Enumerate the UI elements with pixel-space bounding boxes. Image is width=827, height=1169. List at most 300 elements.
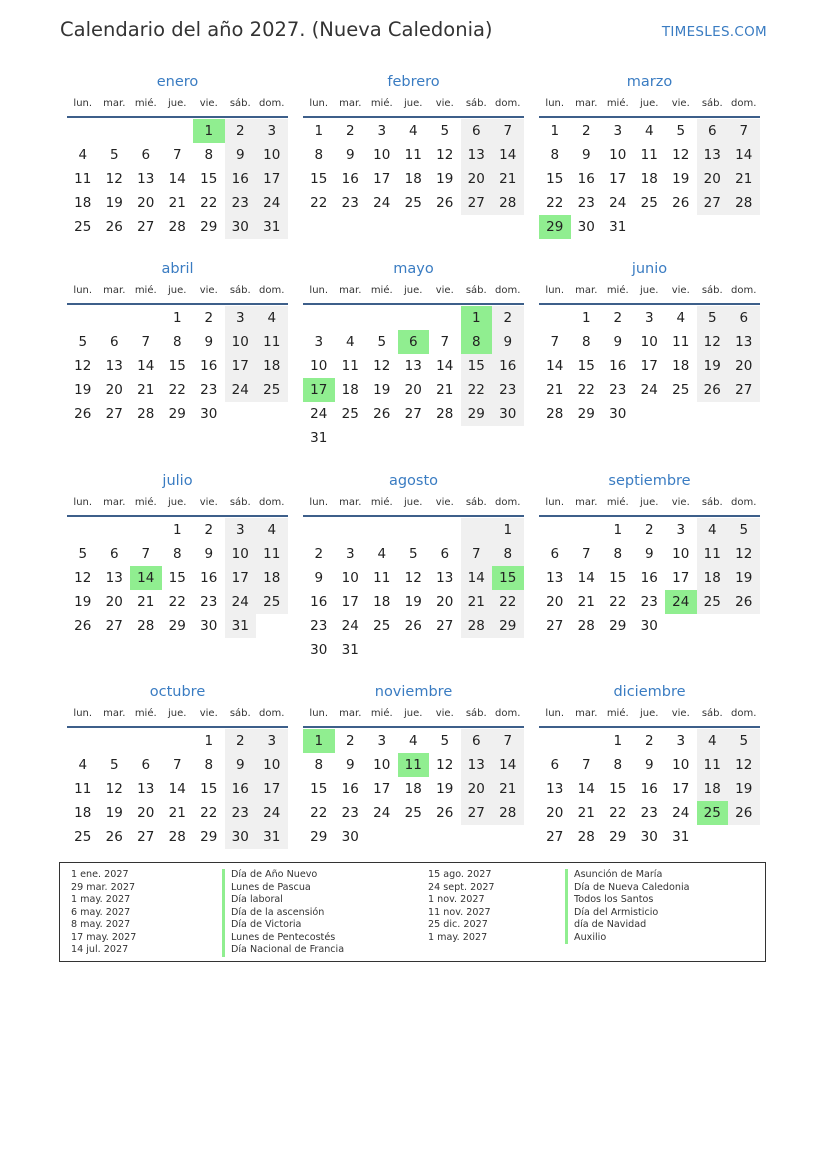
day-cell: 8 (314, 147, 324, 163)
day-cell: 20 (728, 354, 760, 378)
empty-day-cell (303, 306, 335, 330)
empty-day-cell (303, 518, 335, 542)
day-cell: 16 (640, 570, 658, 586)
day-cell: 9 (345, 147, 355, 163)
empty-day-cell (665, 614, 697, 638)
weekday-label: lun. (73, 98, 93, 109)
day-cell: 26 (728, 801, 760, 825)
day-cell: 5 (377, 334, 387, 350)
day-cell: 14 (577, 570, 595, 586)
legend-date: 1 may. 2027 (428, 931, 488, 943)
empty-day-cell (461, 638, 493, 662)
day-grid (539, 306, 760, 426)
weekday-label: sáb. (229, 285, 251, 296)
day-cell: 6 (550, 757, 560, 773)
day-cell: 8 (314, 757, 324, 773)
day-cell: 28 (436, 406, 454, 422)
day-cell: 18 (404, 171, 422, 187)
legend-names-left (222, 869, 344, 957)
weekday-label: vie. (671, 98, 690, 109)
day-cell: 16 (640, 781, 658, 797)
legend-date: 6 may. 2027 (71, 906, 131, 918)
empty-day-cell (67, 518, 99, 542)
month-junio (539, 259, 760, 426)
day-cell: 2 (225, 119, 257, 143)
legend-dates-right (428, 869, 495, 944)
legend-holiday-name: día de Navidad (565, 919, 690, 932)
day-cell: 10 (310, 358, 328, 374)
day-cell: 9 (204, 546, 214, 562)
day-cell: 25 (74, 219, 92, 235)
day-cell: 28 (137, 618, 155, 634)
weekday-label: mar. (103, 497, 126, 508)
legend-date: 1 ene. 2027 (71, 869, 129, 880)
weekday-header (303, 702, 524, 728)
day-cell: 29 (577, 406, 595, 422)
day-cell: 28 (137, 406, 155, 422)
weekday-label: dom. (495, 497, 521, 508)
day-cell: 10 (256, 753, 288, 777)
empty-day-cell (728, 402, 760, 426)
day-cell: 15 (546, 171, 564, 187)
day-cell: 2 (613, 310, 623, 326)
day-cell: 15 (577, 358, 595, 374)
day-cell: 26 (74, 406, 92, 422)
day-cell: 16 (609, 358, 627, 374)
day-cell: 25 (404, 195, 422, 211)
day-cell: 2 (345, 123, 355, 139)
day-grid (303, 518, 524, 662)
day-cell: 9 (225, 143, 257, 167)
day-cell: 18 (373, 594, 391, 610)
day-cell: 20 (546, 805, 564, 821)
weekday-label: mié. (606, 497, 629, 508)
day-cell: 19 (105, 805, 123, 821)
day-cell: 6 (141, 147, 151, 163)
weekday-label: vie. (435, 497, 454, 508)
legend-date: 15 ago. 2027 (428, 869, 492, 880)
weekday-label: vie. (671, 497, 690, 508)
day-cell: 8 (461, 330, 493, 354)
month-marzo (539, 72, 760, 239)
day-cell: 22 (310, 805, 328, 821)
month-name: marzo (626, 74, 673, 90)
day-cell: 30 (640, 618, 658, 634)
day-cell: 1 (172, 522, 182, 538)
weekday-label: mié. (134, 98, 157, 109)
day-cell: 13 (697, 143, 729, 167)
day-cell: 29 (168, 618, 186, 634)
day-cell: 26 (697, 378, 729, 402)
day-cell: 2 (644, 522, 654, 538)
day-cell: 26 (105, 829, 123, 845)
day-cell: 5 (440, 733, 450, 749)
legend-holiday-name: Todos los Santos (565, 894, 690, 907)
day-cell: 2 (204, 310, 214, 326)
legend-holiday-name: Día Nacional de Francia (222, 944, 344, 957)
day-cell: 8 (581, 334, 591, 350)
day-cell: 28 (728, 191, 760, 215)
empty-day-cell (99, 729, 131, 753)
day-cell: 6 (697, 119, 729, 143)
day-cell: 20 (105, 594, 123, 610)
day-cell: 17 (640, 358, 658, 374)
day-cell: 13 (546, 781, 564, 797)
day-cell: 2 (345, 733, 355, 749)
day-cell: 3 (225, 306, 257, 330)
day-cell: 27 (546, 618, 564, 634)
day-cell: 11 (672, 334, 690, 350)
weekday-header (303, 491, 524, 517)
day-cell: 16 (225, 777, 257, 801)
day-cell: 25 (373, 618, 391, 634)
empty-day-cell (571, 518, 603, 542)
day-cell: 16 (310, 594, 328, 610)
weekday-label: mié. (606, 285, 629, 296)
legend-date: 11 nov. 2027 (428, 906, 491, 918)
empty-day-cell (539, 729, 571, 753)
day-cell: 12 (436, 147, 454, 163)
legend-names-right (565, 869, 690, 944)
day-cell: 28 (492, 191, 524, 215)
day-cell: 1 (581, 310, 591, 326)
day-cell: 20 (137, 805, 155, 821)
day-cell: 22 (577, 382, 595, 398)
day-cell: 15 (168, 358, 186, 374)
month-julio (67, 471, 288, 638)
day-cell: 26 (404, 618, 422, 634)
day-cell: 25 (697, 801, 729, 825)
weekday-header (67, 491, 288, 517)
day-cell: 14 (577, 781, 595, 797)
day-cell: 3 (345, 546, 355, 562)
empty-day-cell (335, 518, 367, 542)
day-cell: 2 (492, 306, 524, 330)
day-cell: 5 (728, 518, 760, 542)
day-cell: 26 (74, 618, 92, 634)
day-cell: 30 (200, 406, 218, 422)
day-cell: 11 (373, 570, 391, 586)
weekday-label: vie. (435, 285, 454, 296)
day-grid (67, 119, 288, 239)
day-cell: 7 (172, 757, 182, 773)
day-cell: 27 (546, 829, 564, 845)
day-cell: 11 (256, 542, 288, 566)
day-cell: 12 (436, 757, 454, 773)
day-cell: 21 (168, 195, 186, 211)
day-cell: 19 (436, 171, 454, 187)
month-noviembre (303, 682, 524, 849)
day-cell: 30 (225, 825, 257, 849)
day-cell: 13 (546, 570, 564, 586)
day-cell: 21 (492, 167, 524, 191)
day-cell: 9 (613, 334, 623, 350)
empty-day-cell (697, 215, 729, 239)
day-cell: 19 (728, 566, 760, 590)
empty-day-cell (256, 402, 288, 426)
weekday-label: mié. (606, 708, 629, 719)
day-cell: 24 (672, 805, 690, 821)
weekday-label: jue. (404, 497, 423, 508)
empty-day-cell (665, 215, 697, 239)
empty-day-cell (398, 825, 430, 849)
weekday-label: vie. (671, 708, 690, 719)
brand-link[interactable]: TIMESLES.COM (661, 24, 767, 40)
weekday-label: mar. (575, 708, 598, 719)
weekday-label: mié. (370, 497, 393, 508)
day-cell: 17 (256, 167, 288, 191)
day-cell: 27 (461, 191, 493, 215)
weekday-label: sáb. (229, 708, 251, 719)
weekday-label: lun. (309, 708, 329, 719)
day-cell: 31 (256, 215, 288, 239)
day-cell: 5 (728, 729, 760, 753)
weekday-label: mar. (103, 98, 126, 109)
weekday-label: jue. (640, 98, 659, 109)
legend-date: 29 mar. 2027 (71, 881, 136, 893)
day-cell: 3 (225, 518, 257, 542)
weekday-label: jue. (404, 285, 423, 296)
day-cell: 16 (341, 781, 359, 797)
day-cell: 20 (436, 594, 454, 610)
weekday-label: jue. (640, 708, 659, 719)
day-cell: 10 (672, 757, 690, 773)
weekday-label: mié. (134, 497, 157, 508)
weekday-label: lun. (309, 285, 329, 296)
weekday-label: vie. (435, 708, 454, 719)
legend-holiday-name: Día de Año Nuevo (222, 869, 344, 882)
weekday-label: mar. (575, 497, 598, 508)
weekday-label: lun. (309, 98, 329, 109)
empty-day-cell (99, 119, 131, 143)
legend-date: 1 may. 2027 (71, 894, 131, 905)
weekday-label: vie. (199, 708, 218, 719)
day-cell: 4 (408, 733, 418, 749)
empty-day-cell (162, 729, 194, 753)
weekday-label: vie. (199, 497, 218, 508)
weekday-label: sáb. (465, 98, 487, 109)
weekday-label: mié. (370, 285, 393, 296)
day-cell: 9 (225, 753, 257, 777)
day-cell: 12 (74, 570, 92, 586)
day-grid (303, 119, 524, 215)
weekday-label: dom. (259, 708, 285, 719)
day-cell: 24 (225, 590, 257, 614)
day-cell: 12 (105, 781, 123, 797)
day-cell: 17 (341, 594, 359, 610)
day-cell: 7 (581, 546, 591, 562)
day-cell: 25 (256, 378, 288, 402)
empty-day-cell (539, 518, 571, 542)
legend-holiday-name: Lunes de Pentecostés (222, 932, 344, 945)
day-cell: 21 (546, 382, 564, 398)
empty-day-cell (429, 518, 461, 542)
empty-day-cell (634, 402, 666, 426)
day-cell: 28 (546, 406, 564, 422)
day-cell: 23 (341, 805, 359, 821)
day-cell: 21 (577, 805, 595, 821)
day-cell: 26 (373, 406, 391, 422)
legend-holiday-name: Día laboral (222, 894, 344, 907)
day-cell: 4 (697, 729, 729, 753)
day-cell: 1 (314, 123, 324, 139)
empty-day-cell (492, 825, 524, 849)
day-cell: 25 (341, 406, 359, 422)
day-cell: 3 (256, 119, 288, 143)
day-grid (67, 518, 288, 638)
month-diciembre (539, 682, 760, 849)
day-cell: 18 (404, 781, 422, 797)
day-cell: 11 (640, 147, 658, 163)
day-cell: 3 (377, 123, 387, 139)
day-cell: 17 (225, 566, 257, 590)
day-cell: 15 (609, 570, 627, 586)
month-name: diciembre (613, 684, 686, 700)
empty-day-cell (398, 426, 430, 450)
day-cell: 21 (492, 777, 524, 801)
legend-holiday-name: Día del Armisticio (565, 907, 690, 920)
empty-day-cell (366, 638, 398, 662)
day-cell: 21 (728, 167, 760, 191)
month-mayo (303, 259, 524, 450)
weekday-label: jue. (404, 98, 423, 109)
day-cell: 19 (672, 171, 690, 187)
day-cell: 5 (697, 306, 729, 330)
day-cell: 24 (609, 195, 627, 211)
day-cell: 29 (461, 402, 493, 426)
day-cell: 28 (461, 614, 493, 638)
day-cell: 11 (74, 171, 92, 187)
day-cell: 14 (461, 566, 493, 590)
holiday-legend (59, 862, 766, 962)
day-cell: 29 (310, 829, 328, 845)
weekday-header (539, 279, 760, 305)
empty-day-cell (429, 306, 461, 330)
day-cell: 22 (492, 590, 524, 614)
day-cell: 13 (461, 753, 493, 777)
day-cell: 11 (74, 781, 92, 797)
empty-day-cell (665, 402, 697, 426)
day-cell: 7 (141, 546, 151, 562)
weekday-label: dom. (495, 98, 521, 109)
day-cell: 23 (640, 805, 658, 821)
weekday-label: mar. (103, 285, 126, 296)
day-cell: 1 (613, 733, 623, 749)
empty-day-cell (366, 825, 398, 849)
weekday-label: jue. (640, 497, 659, 508)
weekday-label: jue. (168, 708, 187, 719)
day-cell: 14 (492, 753, 524, 777)
empty-day-cell (225, 402, 257, 426)
month-name: septiembre (608, 473, 691, 489)
month-octubre (67, 682, 288, 849)
day-cell: 4 (377, 546, 387, 562)
day-cell: 29 (492, 614, 524, 638)
day-cell: 27 (461, 801, 493, 825)
day-cell: 4 (256, 306, 288, 330)
month-name: noviembre (374, 684, 453, 700)
day-cell: 12 (74, 358, 92, 374)
day-cell: 29 (200, 219, 218, 235)
day-cell: 7 (440, 334, 450, 350)
day-cell: 13 (137, 171, 155, 187)
month-abril (67, 259, 288, 426)
day-cell: 4 (408, 123, 418, 139)
day-cell: 8 (172, 334, 182, 350)
weekday-label: jue. (168, 285, 187, 296)
day-cell: 22 (310, 195, 328, 211)
day-cell: 2 (204, 522, 214, 538)
legend-holiday-name: Asunción de María (565, 869, 690, 882)
weekday-label: sáb. (229, 98, 251, 109)
day-cell: 13 (461, 143, 493, 167)
day-cell: 24 (310, 406, 328, 422)
weekday-label: mar. (339, 708, 362, 719)
day-cell: 16 (577, 171, 595, 187)
day-cell: 23 (225, 801, 257, 825)
day-cell: 7 (581, 757, 591, 773)
day-cell: 23 (225, 191, 257, 215)
empty-day-cell (366, 518, 398, 542)
day-grid (539, 518, 760, 638)
weekday-label: mar. (575, 285, 598, 296)
legend-date: 1 nov. 2027 (428, 894, 485, 905)
month-name: enero (156, 74, 199, 90)
weekday-label: lun. (545, 708, 565, 719)
day-cell: 17 (672, 781, 690, 797)
day-cell: 21 (137, 594, 155, 610)
weekday-label: lun. (309, 497, 329, 508)
day-cell: 6 (109, 334, 119, 350)
day-cell: 19 (436, 781, 454, 797)
weekday-label: sáb. (465, 497, 487, 508)
day-cell: 30 (310, 642, 328, 658)
day-cell: 13 (105, 570, 123, 586)
day-cell: 6 (440, 546, 450, 562)
day-cell: 14 (168, 171, 186, 187)
day-cell: 20 (461, 167, 493, 191)
empty-day-cell (539, 306, 571, 330)
day-cell: 31 (256, 825, 288, 849)
day-cell: 31 (310, 430, 328, 446)
weekday-label: dom. (731, 98, 757, 109)
day-cell: 4 (697, 518, 729, 542)
month-name: junio (631, 261, 668, 277)
day-cell: 23 (577, 195, 595, 211)
day-cell: 30 (640, 829, 658, 845)
day-cell: 28 (168, 829, 186, 845)
day-cell: 12 (728, 542, 760, 566)
day-cell: 21 (168, 805, 186, 821)
day-cell: 31 (225, 614, 257, 638)
day-cell: 10 (609, 147, 627, 163)
day-cell: 27 (728, 378, 760, 402)
empty-day-cell (492, 638, 524, 662)
day-cell: 1 (461, 306, 493, 330)
day-cell: 5 (78, 546, 88, 562)
day-cell: 30 (225, 215, 257, 239)
day-grid (67, 729, 288, 849)
day-cell: 10 (341, 570, 359, 586)
day-cell: 7 (550, 334, 560, 350)
day-cell: 13 (105, 358, 123, 374)
legend-date: 14 jul. 2027 (71, 944, 129, 955)
weekday-label: jue. (168, 497, 187, 508)
day-cell: 29 (539, 215, 571, 239)
day-cell: 13 (728, 330, 760, 354)
day-cell: 11 (697, 753, 729, 777)
weekday-label: lun. (73, 497, 93, 508)
